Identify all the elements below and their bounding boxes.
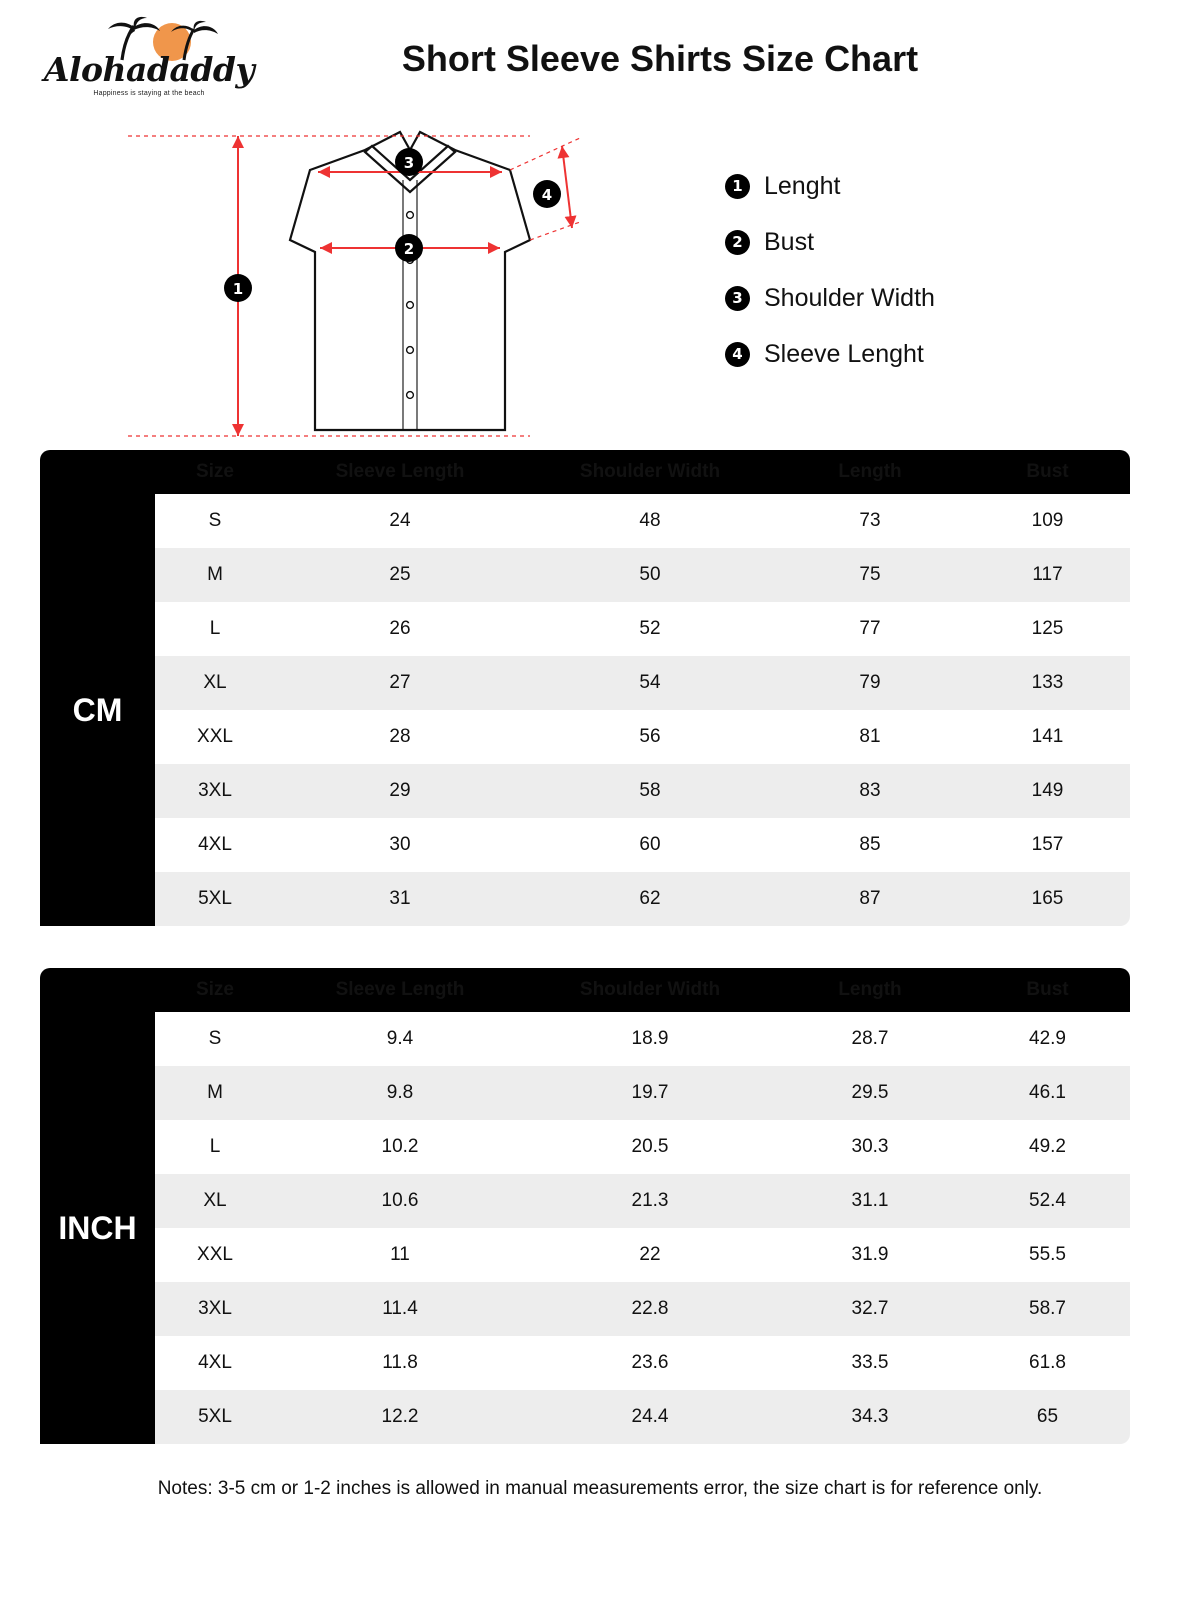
cell-shoulder: 19.7 <box>525 1066 775 1120</box>
cell-sleeve: 9.8 <box>275 1066 525 1120</box>
cell-bust: 149 <box>965 764 1130 818</box>
cell-size: XL <box>155 1174 275 1228</box>
table-row <box>40 1012 1130 1066</box>
table-row <box>40 872 1130 926</box>
cell-sleeve: 26 <box>275 602 525 656</box>
table-row <box>40 764 1130 818</box>
cell-length: 28.7 <box>775 1012 965 1066</box>
cell-shoulder: 22 <box>525 1228 775 1282</box>
cell-shoulder: 24.4 <box>525 1390 775 1444</box>
cell-bust: 65 <box>965 1390 1130 1444</box>
cell-bust: 49.2 <box>965 1120 1130 1174</box>
col-header-size: Size <box>155 450 275 494</box>
cell-length: 75 <box>775 548 965 602</box>
cell-sleeve: 24 <box>275 494 525 548</box>
cell-sleeve: 30 <box>275 818 525 872</box>
cell-length: 73 <box>775 494 965 548</box>
table-row <box>40 818 1130 872</box>
cell-sleeve: 31 <box>275 872 525 926</box>
cell-shoulder: 60 <box>525 818 775 872</box>
cell-sleeve: 29 <box>275 764 525 818</box>
legend-item-shoulder-width <box>725 284 935 313</box>
cell-length: 32.7 <box>775 1282 965 1336</box>
col-header-length: Length <box>775 450 965 494</box>
legend-label-3: Shoulder Width <box>764 284 935 312</box>
svg-text:1: 1 <box>232 280 244 298</box>
cell-length: 31.9 <box>775 1228 965 1282</box>
cell-bust: 61.8 <box>965 1336 1130 1390</box>
cell-bust: 55.5 <box>965 1228 1130 1282</box>
notes-text: Notes: 3-5 cm or 1-2 inches is allowed in manual measurements error, the size chart is for reference only. <box>157 1478 1043 1499</box>
table-row <box>40 1174 1130 1228</box>
legend-label-2: Bust <box>764 228 815 256</box>
cell-sleeve: 11 <box>275 1228 525 1282</box>
legend-item-sleeve-length <box>725 340 935 369</box>
table-row <box>40 656 1130 710</box>
legend-label-1: Lenght <box>764 172 841 200</box>
col-header-shoulder-width: Shoulder Width <box>525 450 775 494</box>
cell-size: S <box>155 494 275 548</box>
cell-length: 85 <box>775 818 965 872</box>
cell-size: XXL <box>155 710 275 764</box>
cell-length: 34.3 <box>775 1390 965 1444</box>
cell-bust: 141 <box>965 710 1130 764</box>
brand-name: Alohadaddy <box>43 50 255 89</box>
legend-number-4: 4 <box>725 342 750 367</box>
svg-text:4: 4 <box>541 186 553 204</box>
measurement-diagram <box>0 110 1200 450</box>
legend <box>725 172 935 396</box>
cell-size: 5XL <box>155 1390 275 1444</box>
cell-size: M <box>155 548 275 602</box>
table-row <box>40 1228 1130 1282</box>
cell-bust: 58.7 <box>965 1282 1130 1336</box>
col-header-size: Size <box>155 968 275 1012</box>
table-row <box>40 494 1130 548</box>
cell-size: 5XL <box>155 872 275 926</box>
cell-sleeve: 10.6 <box>275 1174 525 1228</box>
cell-size: XL <box>155 656 275 710</box>
legend-item-bust <box>725 228 935 257</box>
cell-bust: 109 <box>965 494 1130 548</box>
inch-table-wrap <box>40 968 1160 1444</box>
cell-length: 87 <box>775 872 965 926</box>
cell-bust: 52.4 <box>965 1174 1130 1228</box>
col-header-shoulder-width: Shoulder Width <box>525 968 775 1012</box>
table-header-row <box>40 450 1130 494</box>
brand-tagline: Happiness is staying at the beach <box>93 90 205 97</box>
table-row <box>40 1336 1130 1390</box>
cell-size: M <box>155 1066 275 1120</box>
cell-length: 29.5 <box>775 1066 965 1120</box>
cell-bust: 117 <box>965 548 1130 602</box>
col-header-sleeve-length: Sleeve Length <box>275 968 525 1012</box>
brand-logo <box>34 12 264 104</box>
cell-bust: 165 <box>965 872 1130 926</box>
cell-length: 83 <box>775 764 965 818</box>
legend-number-1: 1 <box>725 174 750 199</box>
page-header <box>0 0 1200 110</box>
cell-sleeve: 10.2 <box>275 1120 525 1174</box>
legend-item-length <box>725 172 935 201</box>
cell-shoulder: 48 <box>525 494 775 548</box>
table-row <box>40 548 1130 602</box>
unit-cell-inch: INCH <box>40 1012 155 1444</box>
cell-shoulder: 58 <box>525 764 775 818</box>
cell-length: 81 <box>775 710 965 764</box>
cell-size: 3XL <box>155 1282 275 1336</box>
size-table-inch <box>40 968 1130 1444</box>
svg-text:3: 3 <box>403 154 415 172</box>
cell-bust: 157 <box>965 818 1130 872</box>
table-row <box>40 710 1130 764</box>
table-row <box>40 1390 1130 1444</box>
cell-size: 4XL <box>155 1336 275 1390</box>
cell-sleeve: 9.4 <box>275 1012 525 1066</box>
cell-sleeve: 11.4 <box>275 1282 525 1336</box>
cell-bust: 42.9 <box>965 1012 1130 1066</box>
cell-shoulder: 54 <box>525 656 775 710</box>
cm-table-wrap <box>40 450 1160 926</box>
cell-length: 79 <box>775 656 965 710</box>
table-header-row <box>40 968 1130 1012</box>
short-sleeve-shirt-outline-icon <box>110 110 710 450</box>
cell-shoulder: 20.5 <box>525 1120 775 1174</box>
cell-size: 3XL <box>155 764 275 818</box>
legend-number-3: 3 <box>725 286 750 311</box>
cell-shoulder: 23.6 <box>525 1336 775 1390</box>
table-row <box>40 1282 1130 1336</box>
cell-bust: 133 <box>965 656 1130 710</box>
col-header-length: Length <box>775 968 965 1012</box>
table-row <box>40 602 1130 656</box>
cell-sleeve: 28 <box>275 710 525 764</box>
cell-bust: 46.1 <box>965 1066 1130 1120</box>
cell-shoulder: 18.9 <box>525 1012 775 1066</box>
cell-shoulder: 22.8 <box>525 1282 775 1336</box>
legend-number-2: 2 <box>725 230 750 255</box>
cell-shoulder: 52 <box>525 602 775 656</box>
cell-length: 30.3 <box>775 1120 965 1174</box>
table-row <box>40 1120 1130 1174</box>
cell-size: XXL <box>155 1228 275 1282</box>
cell-sleeve: 12.2 <box>275 1390 525 1444</box>
cell-size: L <box>155 1120 275 1174</box>
cell-shoulder: 21.3 <box>525 1174 775 1228</box>
cell-size: L <box>155 602 275 656</box>
cell-bust: 125 <box>965 602 1130 656</box>
svg-text:2: 2 <box>403 240 415 258</box>
unit-cell-cm: CM <box>40 494 155 926</box>
legend-label-4: Sleeve Lenght <box>764 340 924 368</box>
cell-length: 77 <box>775 602 965 656</box>
cell-shoulder: 50 <box>525 548 775 602</box>
table-spacer <box>0 926 1200 968</box>
unit-header-cm <box>40 450 155 494</box>
cell-size: S <box>155 1012 275 1066</box>
col-header-bust: Bust <box>965 450 1130 494</box>
page-title: Short Sleeve Shirts Size Chart <box>401 38 919 79</box>
cell-length: 33.5 <box>775 1336 965 1390</box>
col-header-bust: Bust <box>965 968 1130 1012</box>
cell-length: 31.1 <box>775 1174 965 1228</box>
cell-shoulder: 62 <box>525 872 775 926</box>
cell-sleeve: 25 <box>275 548 525 602</box>
cell-shoulder: 56 <box>525 710 775 764</box>
col-header-sleeve-length: Sleeve Length <box>275 450 525 494</box>
size-table-cm <box>40 450 1130 926</box>
cell-sleeve: 27 <box>275 656 525 710</box>
cell-size: 4XL <box>155 818 275 872</box>
cell-sleeve: 11.8 <box>275 1336 525 1390</box>
table-row <box>40 1066 1130 1120</box>
unit-header-inch <box>40 968 155 1012</box>
